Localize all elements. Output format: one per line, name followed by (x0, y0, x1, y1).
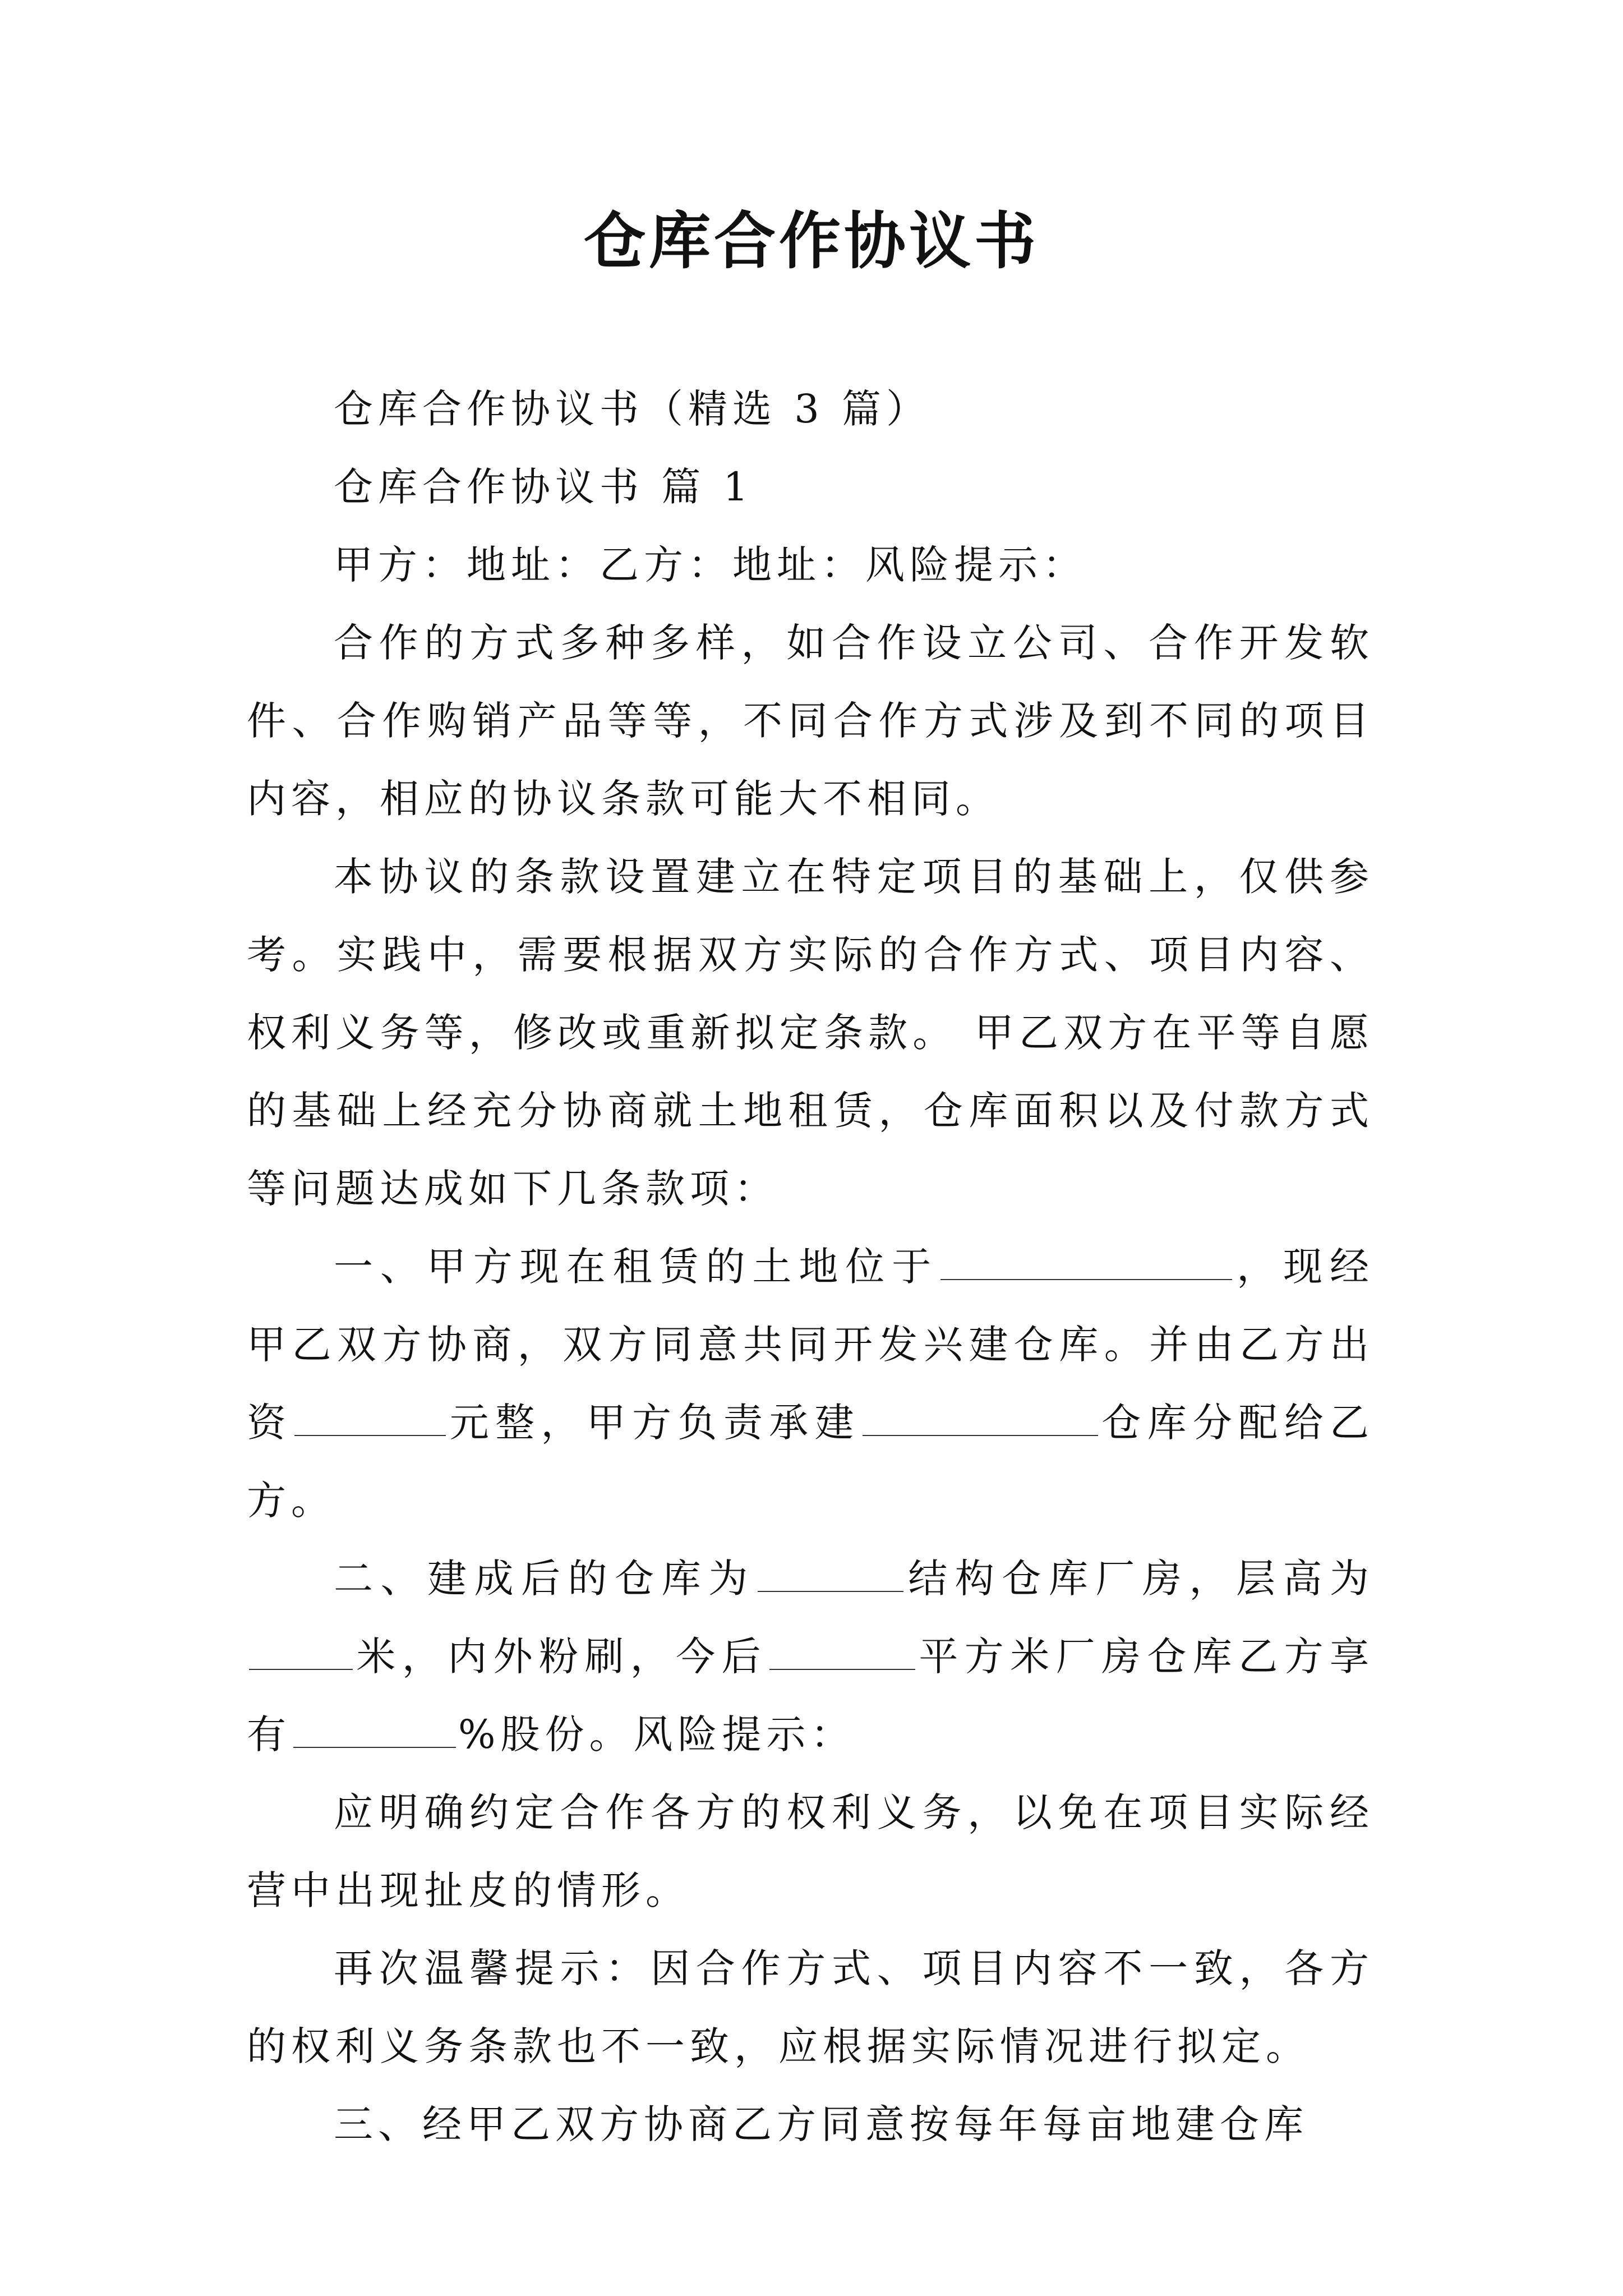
share-percent-blank (293, 1708, 456, 1748)
area-blank (769, 1630, 915, 1670)
paragraph-clause-1 (247, 1228, 1374, 1540)
clause-2-text-d: 平方米厂房仓库乙方享有 (247, 1634, 1374, 1757)
paragraph-parties: 甲方：地址：乙方：地址：风险提示： (334, 542, 1087, 588)
clause-2-text-c: 米，内外粉刷，今后 (355, 1634, 767, 1680)
paragraph-clause-3: 三、经甲乙双方协商乙方同意按每年每亩地建仓库 (334, 2101, 1308, 2147)
paragraph-terms-intro: 本协议的条款设置建立在特定项目的基础上，仅供参考。实践中，需要根据双方实际的合作方式、项目内容、权利义务等，修改或重新拟定条款。 甲乙双方在平等自愿的基础上经充分协商就土地租赁，仓库面积以及付款方式等问题达成如下几条款项： (247, 854, 1374, 1212)
clause-1-text-b: ，现经甲乙双方协商，双方同意共同开发兴建仓库。并由乙方出资 (247, 1244, 1374, 1446)
clause-2-text-a: 二、建成后的仓库为 (334, 1556, 755, 1602)
document-body (247, 370, 1374, 2164)
paragraph-risk-note: 应明确约定合作各方的权利义务，以免在项目实际经营中出现扯皮的情形。 (247, 1789, 1374, 1913)
paragraph-clause-2 (247, 1540, 1374, 1774)
clause-2-text-b: 结构仓库厂房，层高为 (905, 1556, 1375, 1602)
paragraph-cooperation-forms: 合作的方式多种多样，如合作设立公司、合作开发软件、合作购销产品等等，不同合作方式涉及到不同的项目内容，相应的协议条款可能大不相同。 (247, 620, 1374, 822)
paragraph-subtitle: 仓库合作协议书（精选 3 篇） (334, 386, 931, 432)
land-location-blank (940, 1240, 1232, 1280)
structure-type-blank (758, 1552, 903, 1592)
document-title: 仓库合作协议书 (584, 205, 1039, 277)
clause-2-text-e: %股份。风险提示： (458, 1711, 855, 1757)
clause-1-text-d: 仓库分配给乙方。 (247, 1400, 1375, 1524)
clause-1-text-a: 一、甲方现在租赁的土地位于 (334, 1244, 939, 1290)
construction-blank (863, 1396, 1098, 1436)
paragraph-section-heading: 仓库合作协议书 篇 1 (334, 464, 754, 510)
floor-height-blank (249, 1630, 353, 1670)
paragraph-reminder: 再次温馨提示：因合作方式、项目内容不一致，各方的权利义务条款也不一致，应根据实际情况进行拟定。 (247, 1945, 1374, 2069)
investment-amount-blank (294, 1396, 446, 1436)
clause-1-text-c: 元整，甲方负责承建 (448, 1400, 860, 1446)
